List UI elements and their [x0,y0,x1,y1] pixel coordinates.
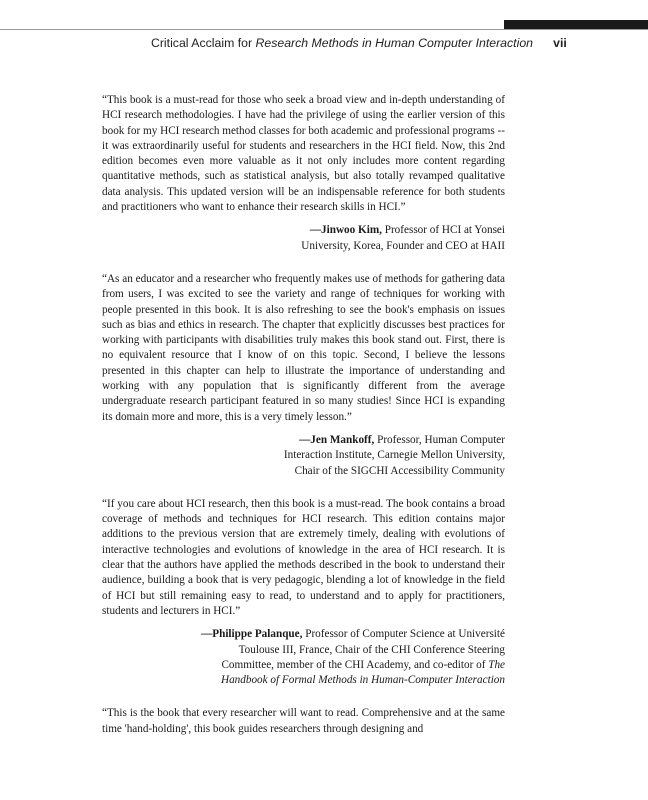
attribution-book-prefix: The [488,658,505,671]
testimonial-quote: “As an educator and a researcher who frequently makes use of methods for gathering data from users, I was excited to see the variety and range of techniques for working with people presented in this book. It is also refreshing to see the book's emphasis on issues such as bias and ethics in research. The chapter that explicitly discusses best practices for working with participants with disabilities truly makes this book stand out. First, there is no equivalent resource that I know of on this topic. Second, I believe the lessons presented in this chapter can help to illustrate the importance of understanding and working with any population that is significantly different from the average undergraduate research participant featured in so many studies! Since HCI is expanding its domain more and more, this is a very timely lesson.” [102,272,505,423]
attribution-role: Professor of HCI at Yonsei [384,224,505,237]
attribution-name: —Jen Mankoff, [299,433,375,446]
testimonial-quote: “If you care about HCI research, then this book is a must-read. The book contains a broad coverage of methods and techniques for HCI research. This edition contains major additions to the previous version that are extremely timely, dealing with evolutions of interactive technologies and evolutions of knowledge in the area of HCI research. It is clear that the authors have applied the methods described in the book to understand their audience, building a book that is very pedagogic, blending a lot of knowledge in the field of HCI but still remaining easy to read, to understand and to apply for practitioners, students and lecturers in HCI.” [102,497,505,617]
header-rule [0,29,648,30]
running-head-book-title: Research Methods in Human Computer Interaction [255,36,533,50]
testimonial [102,93,505,254]
testimonial-quote: “This book is a must-read for those who seek a broad view and in-depth understanding of HCI research methodologies. I have had the privilege of using the earlier version of this book for my HCI research method classes for both academic and professional programs -- it was extraordinarily useful for students and researchers in the HCI field. Now, this 2nd edition becomes even more valuable as it not only includes more content regarding quantitative methods, such as statistical analysis, but also totally revamped qualitative data analysis. This updated version will be an indispensable reference for both students and practitioners who want to enhance their research skills in HCI.” [102,94,505,214]
attribution-name: —Jinwoo Kim, [309,224,382,237]
running-head [0,36,533,50]
page-content [102,93,505,755]
testimonial-attribution [102,627,505,688]
running-head-prefix: Critical Acclaim for [150,36,256,50]
testimonial-attribution [102,433,505,479]
attribution-role: Committee, member of the CHI Academy, and co-editor of [221,658,486,671]
testimonial-quote: “This is the book that every researcher will want to read. Comprehensive and at the same time 'hand-holding', this book guides researchers through designing and [102,707,505,735]
attribution-book-title: Handbook of Formal Methods in Human-Computer Interaction [220,674,505,687]
testimonial [102,706,505,737]
attribution-role: Toulouse III, France, Chair of the CHI Conference Steering [238,643,505,656]
attribution-name: —Philippe Palanque, [201,628,303,641]
page-number: vii [553,36,567,50]
testimonial-attribution [102,223,505,254]
attribution-role: Interaction Institute, Carnegie Mellon University, [283,449,505,462]
testimonial [102,272,505,479]
attribution-role: Professor, Human Computer [377,433,505,446]
attribution-role: University, Korea, Founder and CEO at HAII [301,239,505,252]
attribution-role: Professor of Computer Science at Université [305,628,505,641]
testimonial [102,497,505,689]
attribution-role: Chair of the SIGCHI Accessibility Community [294,464,505,477]
